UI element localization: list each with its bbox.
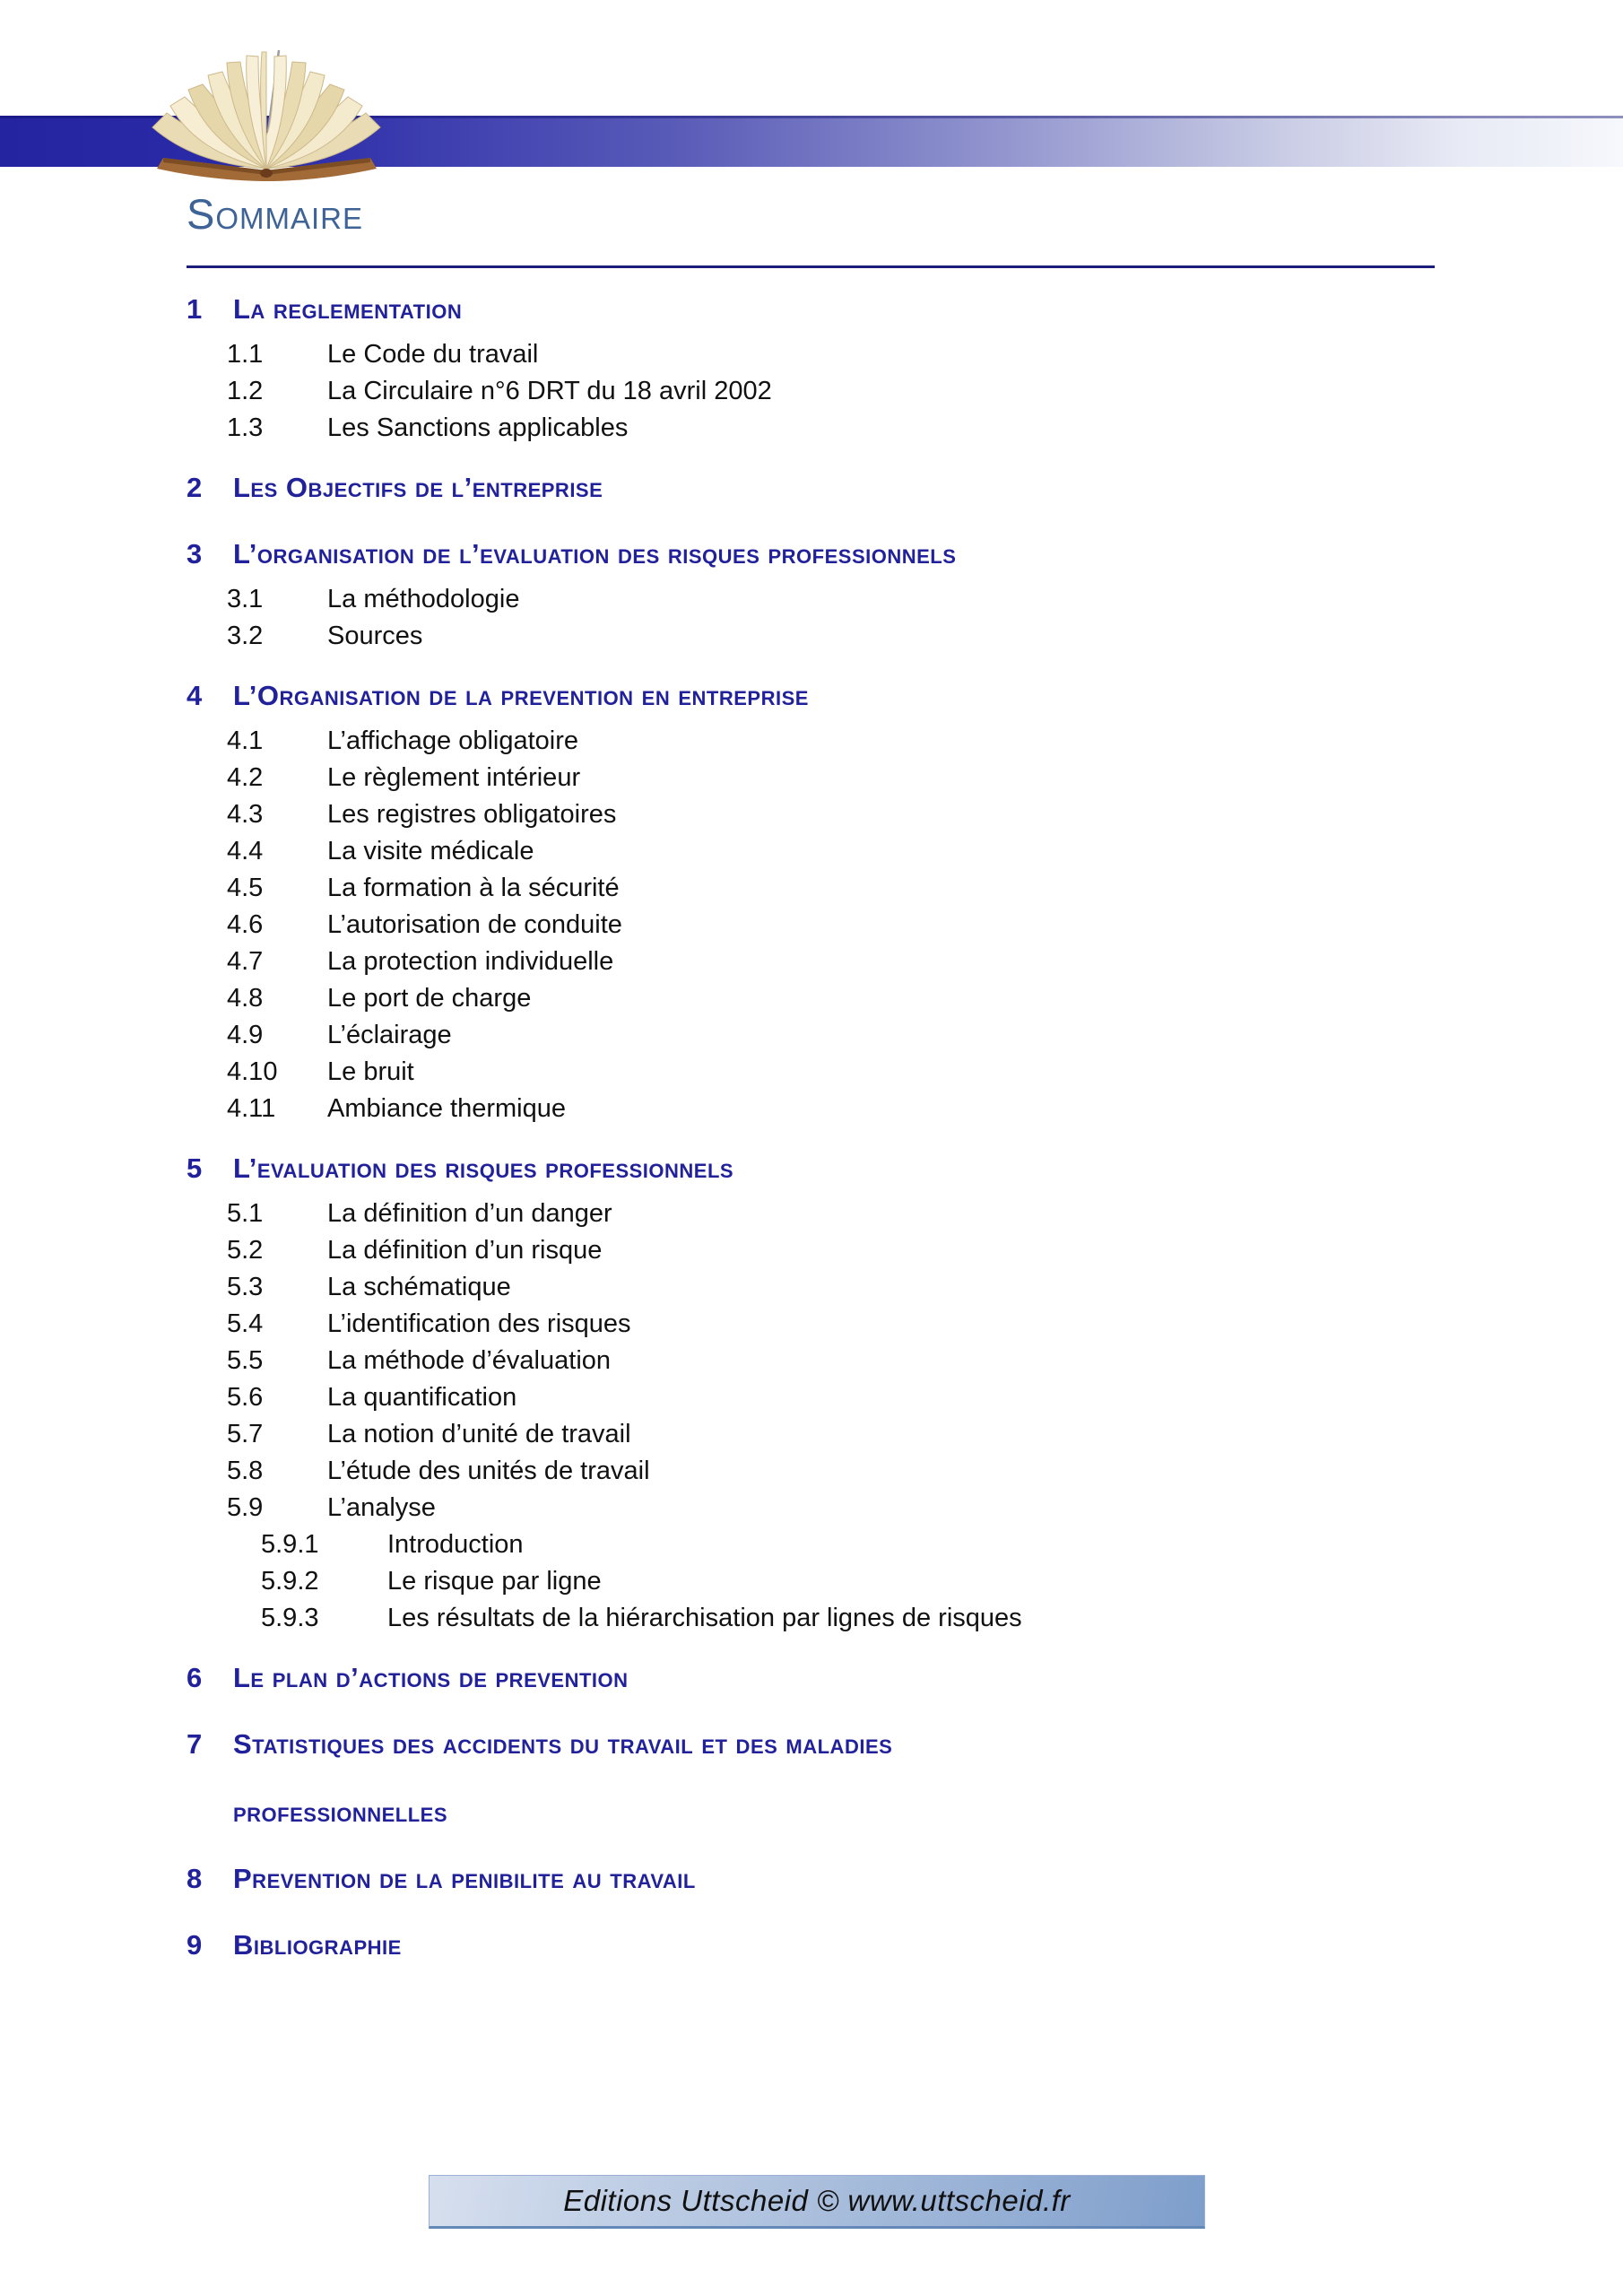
toc-entry-text: La méthodologie	[327, 585, 520, 613]
toc-subsection-row	[187, 1343, 1435, 1379]
toc-entry-text: La définition d’un danger	[327, 1199, 612, 1228]
toc-entry-number: 5.9	[227, 1493, 264, 1522]
toc-entry-number: 5.4	[227, 1309, 264, 1338]
toc-subsection-row	[187, 1091, 1435, 1127]
toc-entry-number: 3	[187, 538, 203, 570]
toc-entry-text: L’analyse	[327, 1493, 436, 1522]
toc-entry-number: 1.2	[227, 377, 264, 405]
toc-entry-number: 6	[187, 1662, 203, 1693]
toc-entry-number: 5	[187, 1152, 203, 1184]
toc-section-row	[187, 291, 1435, 327]
toc-subsubsection-row	[187, 1526, 1435, 1563]
toc-entry-text: L’organisation de l’evaluation des risques professionnels	[233, 538, 957, 570]
toc-subsection-row	[187, 907, 1435, 944]
toc-entry-number: 4.5	[227, 874, 264, 902]
toc-entry-text: Bibliographie	[233, 1929, 402, 1961]
toc-entry-number: 4.9	[227, 1021, 264, 1049]
toc-entry-text: L’evaluation des risques professionnels	[233, 1152, 734, 1184]
toc-entry-number: 8	[187, 1863, 203, 1894]
toc-entry-number: 5.1	[227, 1199, 264, 1228]
toc-entry-number: 5.9.3	[261, 1604, 319, 1632]
toc-entry-number: 4.4	[227, 837, 264, 865]
toc-subsection-row	[187, 618, 1435, 655]
toc-subsection-row	[187, 833, 1435, 870]
toc-section-row	[187, 536, 1435, 572]
toc-entry-text: La quantification	[327, 1383, 517, 1412]
toc-entry-text: La définition d’un risque	[327, 1236, 603, 1265]
toc-entry-number: 5.3	[227, 1273, 264, 1301]
toc-entry-text: La visite médicale	[327, 837, 534, 865]
toc-subsection-row	[187, 760, 1435, 796]
toc-entry-number: 5.9.2	[261, 1567, 319, 1596]
toc-entry-text: La méthode d’évaluation	[327, 1346, 612, 1375]
toc-entry-number: 1.3	[227, 413, 264, 442]
toc-entry-text: Le plan d’actions de prevention	[233, 1662, 629, 1693]
toc-subsection-row	[187, 1306, 1435, 1343]
toc-subsection-row	[187, 796, 1435, 833]
toc-entry-text: La notion d’unité de travail	[327, 1420, 631, 1448]
toc-subsection-row	[187, 336, 1435, 373]
toc-entry-text: La protection individuelle	[327, 947, 614, 976]
toc-subsection-row	[187, 1379, 1435, 1416]
toc-entry-text: L’identification des risques	[327, 1309, 631, 1338]
toc-entry-number: 4.10	[227, 1057, 278, 1086]
toc-entry-number: 4.7	[227, 947, 264, 976]
toc-entry-text: L’Organisation de la prevention en entreprise	[233, 680, 809, 711]
toc-subsection-row	[187, 870, 1435, 907]
toc-entry-text: Le risque par ligne	[387, 1567, 602, 1596]
toc-subsubsection-row	[187, 1563, 1435, 1600]
toc-section-row	[187, 470, 1435, 506]
toc-entry-number: 4.1	[227, 726, 264, 755]
toc-subsection-row	[187, 373, 1435, 410]
toc-section-row	[187, 1861, 1435, 1897]
toc-entry-text: La Circulaire n°6 DRT du 18 avril 2002	[327, 377, 772, 405]
toc-entry-text: Le port de charge	[327, 984, 532, 1013]
toc-entry-number: 9	[187, 1929, 203, 1961]
toc-subsection-row	[187, 1269, 1435, 1306]
toc-subsection-row	[187, 581, 1435, 618]
toc-subsection-row	[187, 410, 1435, 447]
toc-entry-text: La reglementation	[233, 293, 463, 325]
toc-subsection-row	[187, 1490, 1435, 1526]
book-pages	[152, 52, 380, 169]
toc-subsection-row	[187, 1453, 1435, 1490]
footer-text: Editions Uttscheid © www.uttscheid.fr	[563, 2184, 1071, 2217]
toc-entry-text: Statistiques des accidents du travail et des maladies	[233, 1728, 893, 1760]
page-title: Sommaire	[187, 190, 364, 238]
toc-section-row	[187, 1927, 1435, 1963]
toc-entry-text: Les résultats de la hiérarchisation par lignes de risques	[387, 1604, 1022, 1632]
toc-subsection-row	[187, 1416, 1435, 1453]
toc-section-row	[187, 1151, 1435, 1187]
toc-entry-number: 5.9.1	[261, 1530, 319, 1559]
toc-entry-text: Les Sanctions applicables	[327, 413, 629, 442]
toc-subsection-row	[187, 723, 1435, 760]
toc-content	[187, 167, 1435, 1972]
toc-entry-text: La formation à la sécurité	[327, 874, 620, 902]
toc-entry-text: La schématique	[327, 1273, 511, 1301]
toc-entry-text: Sources	[327, 622, 423, 650]
toc-entry-number: 5.5	[227, 1346, 264, 1375]
toc-entry-number: 4	[187, 680, 203, 711]
toc-entry-number: 5.6	[227, 1383, 264, 1412]
toc-entry-number: 5.8	[227, 1457, 264, 1485]
toc-entry-text-continued: professionnelles	[233, 1796, 448, 1828]
toc-subsection-row	[187, 944, 1435, 980]
toc-section-row	[187, 1660, 1435, 1696]
toc-entry-text: L’éclairage	[327, 1021, 452, 1049]
toc-entry-text: Prevention de la penibilite au travail	[233, 1863, 696, 1894]
toc-section-row	[187, 678, 1435, 714]
toc-entry-number: 4.11	[227, 1094, 276, 1123]
toc-entry-text: Les registres obligatoires	[327, 800, 617, 829]
toc-subsection-row	[187, 1196, 1435, 1232]
toc-subsection-row	[187, 980, 1435, 1017]
toc-entry-number: 3.1	[227, 585, 264, 613]
toc-entry-number: 3.2	[227, 622, 264, 650]
toc-entry-text: L’étude des unités de travail	[327, 1457, 650, 1485]
toc-entry-text: Les Objectifs de l’entreprise	[233, 472, 603, 503]
footer-band	[429, 2175, 1205, 2229]
toc-entry-number: 4.2	[227, 763, 264, 792]
toc-section-row	[187, 1726, 1435, 1831]
toc-subsection-row	[187, 1017, 1435, 1054]
toc-entry-number: 2	[187, 472, 203, 503]
open-book-logo	[143, 45, 391, 183]
toc-entry-text: Le Code du travail	[327, 340, 539, 369]
toc-entry-number: 5.7	[227, 1420, 264, 1448]
title-rule	[187, 265, 1435, 268]
toc-entry-number: 1.1	[227, 340, 264, 369]
toc-entry-text: Le bruit	[327, 1057, 414, 1086]
toc-entry-number: 1	[187, 293, 203, 325]
toc-entry-text: Le règlement intérieur	[327, 763, 581, 792]
toc-subsection-row	[187, 1232, 1435, 1269]
toc-subsection-row	[187, 1054, 1435, 1091]
toc-entry-number: 4.6	[227, 910, 264, 939]
toc-entry-text: Ambiance thermique	[327, 1094, 566, 1123]
toc-entry-number: 7	[187, 1728, 203, 1760]
toc-entry-number: 5.2	[227, 1236, 264, 1265]
toc-entry-text: L’autorisation de conduite	[327, 910, 622, 939]
toc-entry-text: Introduction	[387, 1530, 524, 1559]
table-of-contents	[187, 291, 1435, 1963]
toc-entry-number: 4.3	[227, 800, 264, 829]
toc-subsubsection-row	[187, 1600, 1435, 1637]
toc-entry-text: L’affichage obligatoire	[327, 726, 579, 755]
toc-entry-number: 4.8	[227, 984, 264, 1013]
